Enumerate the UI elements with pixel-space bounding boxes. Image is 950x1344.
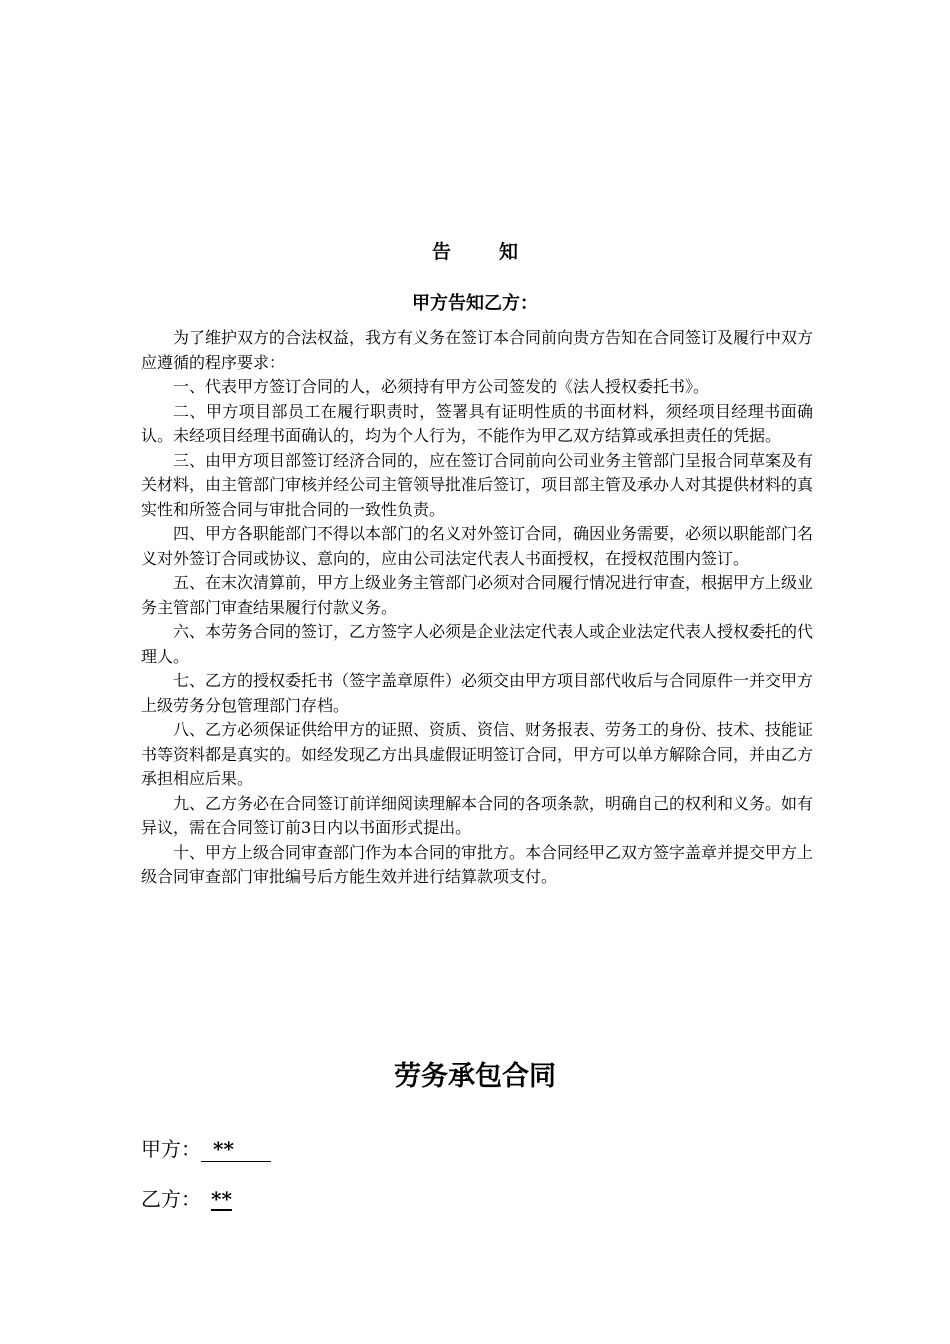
party-a-label: 甲方： [141,1137,201,1161]
notice-paragraph: 一、代表甲方签订合同的人，必须持有甲方公司签发的《法人授权委托书》。 [173,377,710,396]
party-a-line [141,1133,271,1162]
notice-paragraph: 四、甲方各职能部门不得以本部门的名义对外签订合同，确因业务需要，必须以职能部门名义对外签订合同或协议、意向的，应由公司法定代表人书面授权，在授权范围内签订。 [141,524,814,568]
notice-paragraph: 九、乙方务必在合同签订前详细阅读理解本合同的各项条款，明确自己的权利和义务。如有异议，需在合同签订前3日内以书面形式提出。 [141,793,814,837]
party-b-value: ** [211,1187,232,1211]
notice-body [141,326,813,890]
notice-subtitle: 甲方告知乙方： [412,293,538,314]
notice-paragraph: 八、乙方必须保证供给甲方的证照、资质、资信、财务报表、劳务工的身份、技术、技能证书等资料都是真实的。如经发现乙方出具虚假证明签订合同，甲方可以单方解除合同，并由乙方承担相应后果。 [141,720,814,788]
notice-paragraph: 三、由甲方项目部签订经济合同的，应在签订合同前向公司业务主管部门呈报合同草案及有关材料，由主管部门审核并经公司主管领导批准后签订，项目部主管及承办人对其提供材料的真实性和所签合同与审批合同的一致性负责。 [141,450,814,519]
contract-title: 劳务承包合同 [394,1061,556,1092]
notice-paragraph: 为了维护双方的合法权益，我方有义务在签订本合同前向贵方告知在合同签订及履行中双方应遵循的程序要求： [141,328,814,372]
notice-paragraph: 七、乙方的授权委托书（签字盖章原件）必须交由甲方项目部代收后与合同原件一并交甲方上级劳务分包管理部门存档。 [141,671,814,715]
notice-title: 告知 [431,241,566,263]
party-b-line [141,1183,232,1212]
party-a-value: ** [201,1137,271,1162]
notice-paragraph: 十、甲方上级合同审查部门作为本合同的审批方。本合同经甲乙双方签字盖章并提交甲方上级合同审查部门审批编号后方能生效并进行结算款项支付。 [141,842,814,886]
party-b-label: 乙方： [141,1187,201,1211]
notice-paragraph: 二、甲方项目部员工在履行职责时，签署具有证明性质的书面材料，须经项目经理书面确认。未经项目经理书面确认的，均为个人行为，不能作为甲乙双方结算或承担责任的凭据。 [141,401,813,445]
notice-paragraph: 六、本劳务合同的签订，乙方签字人必须是企业法定代表人或企业法定代表人授权委托的代理人。 [141,622,814,666]
notice-paragraph: 五、在末次清算前，甲方上级业务主管部门必须对合同履行情况进行审查，根据甲方上级业务主管部门审查结果履行付款义务。 [141,573,814,617]
